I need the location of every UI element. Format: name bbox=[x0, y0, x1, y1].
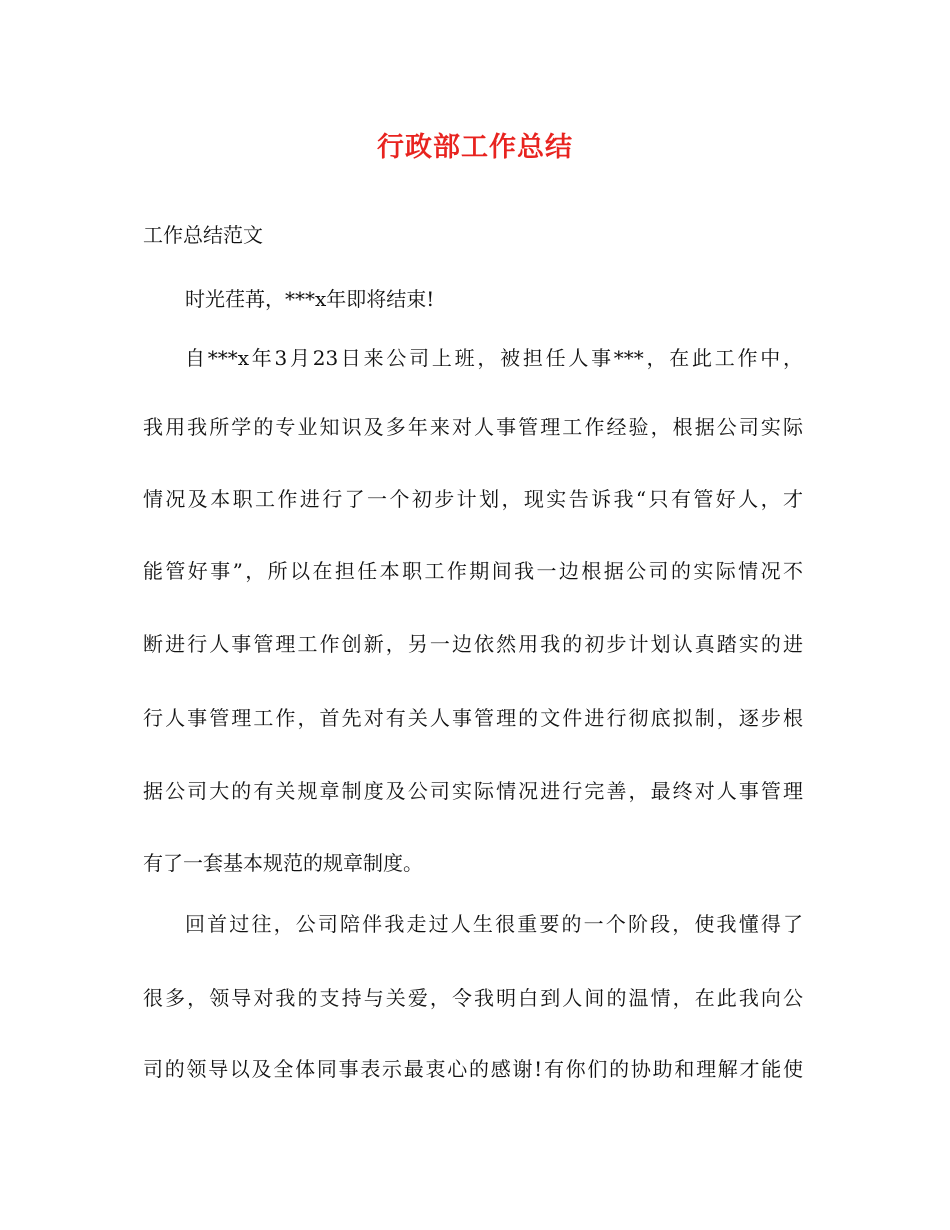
paragraph-line: 我用我所学的专业知识及多年来对人事管理工作经验，根据公司实际 bbox=[143, 415, 803, 439]
paragraph-line: 司的领导以及全体同事表示最衷心的感谢!有你们的协助和理解才能使 bbox=[143, 1057, 803, 1081]
paragraph-line: 断进行人事管理工作创新，另一边依然用我的初步计划认真踏实的进 bbox=[143, 632, 803, 656]
paragraph-line: 能管好事”，所以在担任本职工作期间我一边根据公司的实际情况不 bbox=[143, 559, 803, 583]
paragraph-line: 行人事管理工作，首先对有关人事管理的文件进行彻底拟制，逐步根 bbox=[143, 706, 803, 730]
document-subtitle: 工作总结范文 bbox=[143, 223, 263, 247]
document-title: 行政部工作总结 bbox=[377, 132, 573, 163]
paragraph-line: 有了一套基本规范的规章制度。 bbox=[143, 851, 423, 875]
paragraph-line: 回首过往，公司陪伴我走过人生很重要的一个阶段，使我懂得了 bbox=[185, 912, 803, 936]
paragraph-line: 时光荏苒，***x年即将结束! bbox=[185, 287, 435, 311]
paragraph-line: 据公司大的有关规章制度及公司实际情况进行完善，最终对人事管理 bbox=[143, 779, 803, 803]
paragraph-line: 情况及本职工作进行了一个初步计划，现实告诉我“只有管好人，才 bbox=[143, 487, 803, 511]
paragraph-line: 很多，领导对我的支持与关爱，令我明白到人间的温情，在此我向公 bbox=[143, 986, 803, 1010]
paragraph-line: 自***x年3月23日来公司上班，被担任人事***，在此工作中， bbox=[185, 346, 803, 370]
